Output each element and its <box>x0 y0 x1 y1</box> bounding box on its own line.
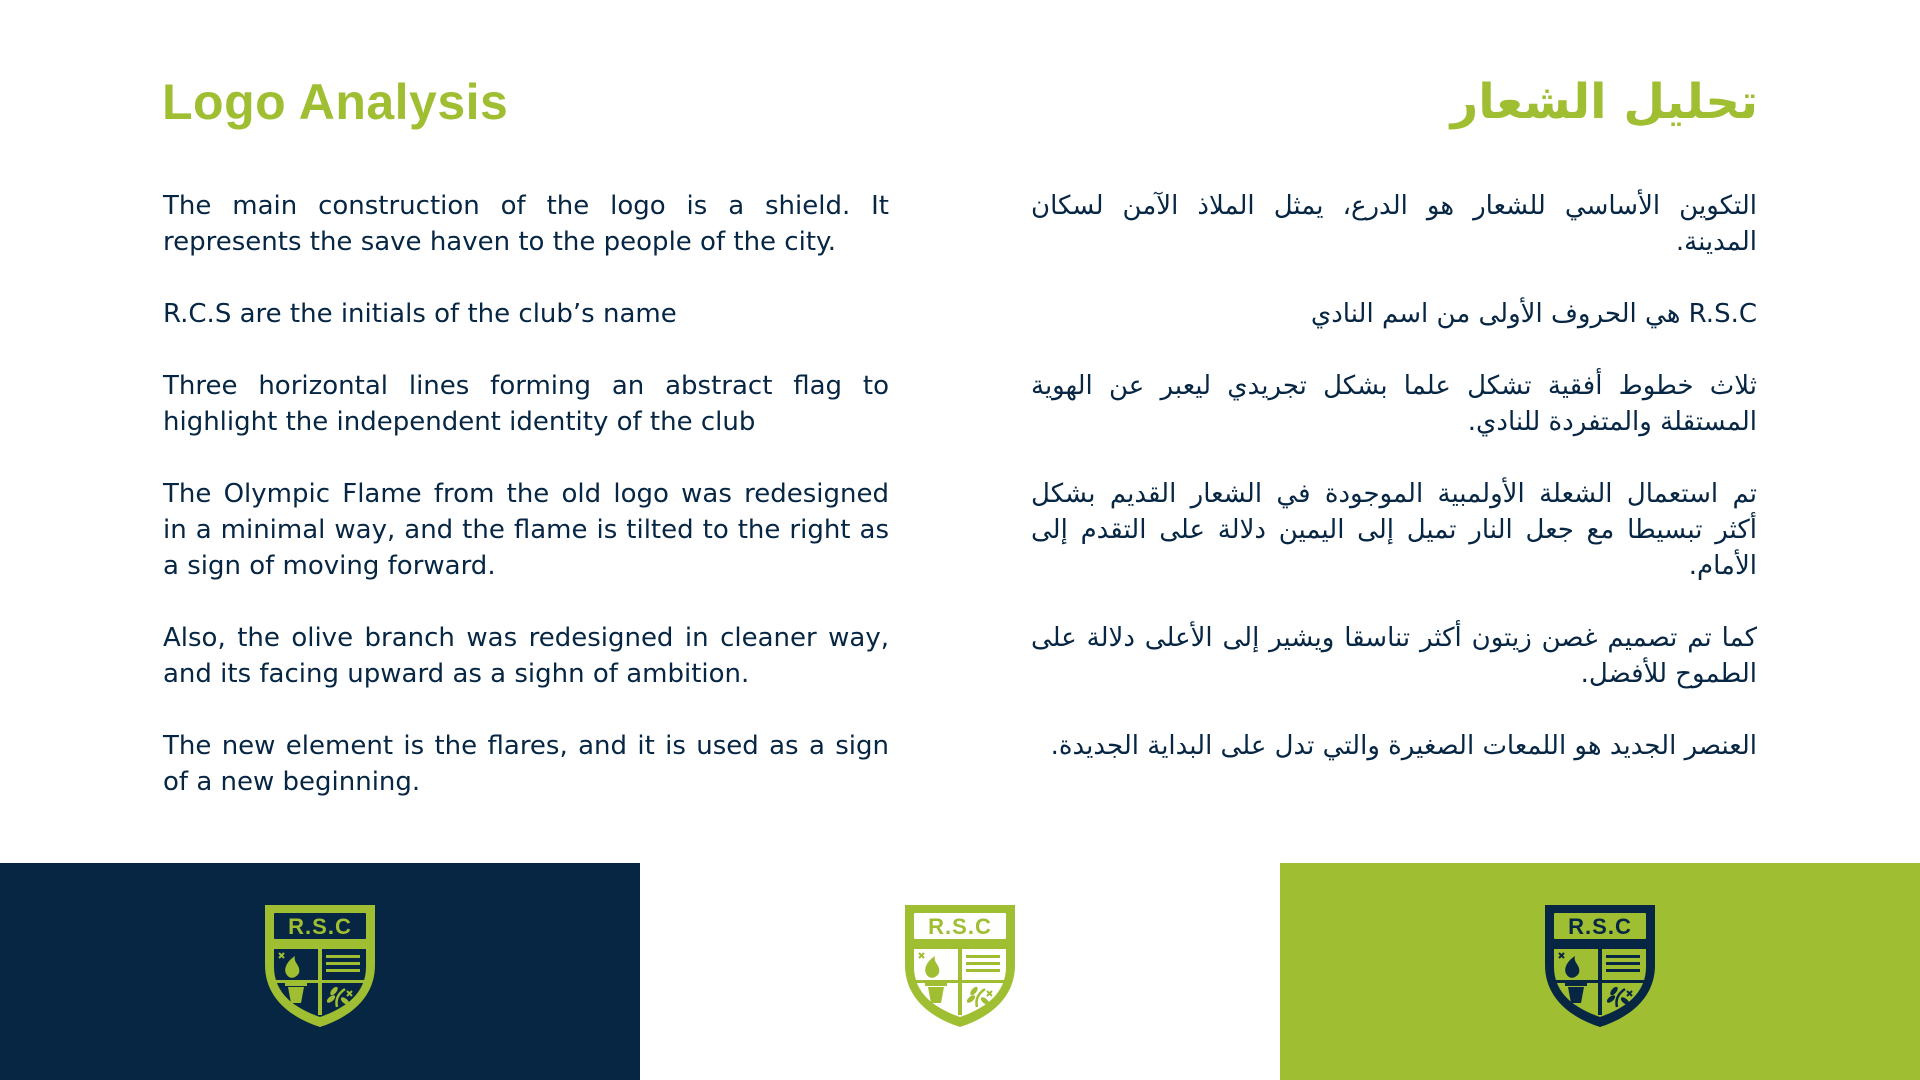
arabic-paragraph-initials: R.S.C هي الحروف الأولى من اسم النادي <box>1310 299 1757 329</box>
arabic-paragraph-olive-branch: كما تم تصميم غصن زيتون أكثر تناسقا ويشير إلى الأعلى دلالة على الطموح للأفضل. <box>1031 623 1757 689</box>
rsc-shield-logo <box>901 901 1019 1031</box>
english-paragraph-olympic-flame: The Olympic Flame from the old logo was redesigned in a minimal way, and the flame is tilted to the right as a sign of moving forward. <box>163 479 889 581</box>
logo-panel-navy <box>0 863 640 1080</box>
logo-initials: R.S.C <box>928 913 992 939</box>
arabic-paragraph-flag-lines: ثلاث خطوط أفقية تشكل علما بشكل تجريدي ليعبر عن الهوية المستقلة والمتفردة للنادي. <box>1031 371 1757 437</box>
flag-lines-icon <box>1606 955 1640 972</box>
page-title-arabic: تحليل الشعار <box>1450 74 1758 130</box>
logo-panel-lime <box>1280 863 1920 1080</box>
english-description-column <box>163 188 889 836</box>
english-paragraph-flag-lines: Three horizontal lines forming an abstract flag to highlight the independent identity of the club <box>163 371 889 437</box>
arabic-paragraph-shield: التكوين الأساسي للشعار هو الدرع، يمثل الملاذ الآمن لسكان المدينة. <box>1031 191 1757 257</box>
logo-slot <box>261 909 379 1035</box>
page-title-english: Logo Analysis <box>162 74 509 130</box>
logo-slot <box>901 909 1019 1035</box>
logo-initials: R.S.C <box>288 913 352 939</box>
rsc-shield-logo <box>1541 901 1659 1031</box>
logo-initials: R.S.C <box>1568 913 1632 939</box>
logo-slot <box>1541 909 1659 1035</box>
flag-lines-icon <box>966 955 1000 972</box>
logo-panel-white <box>640 863 1280 1080</box>
arabic-paragraph-flares: العنصر الجديد هو اللمعات الصغيرة والتي تدل على البداية الجديدة. <box>1050 731 1757 761</box>
english-paragraph-initials: R.C.S are the initials of the club’s name <box>163 299 677 329</box>
english-paragraph-flares: The new element is the flares, and it is used as a sign of a new beginning. <box>163 731 889 797</box>
english-paragraph-olive-branch: Also, the olive branch was redesigned in cleaner way, and its facing upward as a sighn of ambition. <box>163 623 889 689</box>
arabic-paragraph-olympic-flame: تم استعمال الشعلة الأولمبية الموجودة في الشعار القديم بشكل أكثر تبسيطا مع جعل النار تميل إلى اليمين دلالة على التقدم إلى الأمام. <box>1031 479 1757 581</box>
rsc-shield-logo <box>261 901 379 1031</box>
arabic-description-column <box>1031 188 1757 800</box>
flag-lines-icon <box>326 955 360 972</box>
english-paragraph-shield: The main construction of the logo is a shield. It represents the save haven to the people of the city. <box>163 191 889 257</box>
